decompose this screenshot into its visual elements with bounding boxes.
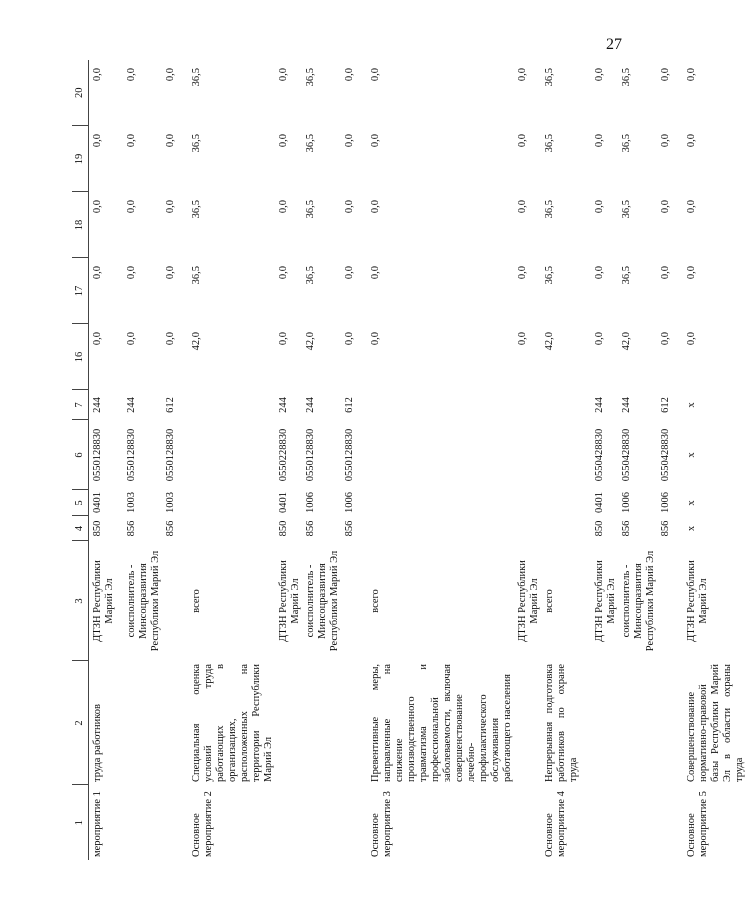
value-cell: 0,0: [92, 200, 103, 214]
section-cell: 0401: [92, 492, 103, 513]
grbs-cell: 850: [593, 520, 605, 537]
value-cell: 0,0: [685, 266, 697, 280]
target-article-cell: 0550128830: [343, 428, 355, 482]
value-cell: 0,0: [369, 266, 381, 280]
description-cell: [514, 661, 541, 785]
expense-type-cell: 612: [659, 397, 671, 413]
activity-cell: Основное мероприятие 5: [685, 791, 709, 857]
header-cell: 19: [72, 126, 89, 192]
value-cell: 36,5: [543, 134, 555, 153]
target-article-cell: 0550228830: [277, 428, 289, 482]
value-cell: 36,5: [620, 68, 632, 87]
section-cell: [367, 490, 514, 516]
value-cell: 0,0: [343, 332, 355, 346]
executor-cell: ДТЗН Республики Марий Эл: [685, 560, 709, 642]
table-body: [89, 60, 746, 860]
value-cell: 36,5: [304, 134, 316, 153]
value-cell: 0,0: [92, 68, 103, 82]
table-row: [367, 60, 514, 860]
budget-table: [72, 60, 746, 860]
header-cell: 18: [72, 192, 89, 258]
expense-type-cell: 612: [343, 397, 355, 413]
value-cell: 36,5: [543, 68, 555, 87]
expense-type-cell: 244: [593, 397, 605, 413]
value-cell: 42,0: [190, 332, 202, 351]
value-cell: 0,0: [685, 200, 697, 214]
table-row: [89, 60, 123, 860]
grbs-cell: [514, 516, 541, 541]
header-cell: 20: [72, 60, 89, 126]
header-row: [72, 60, 89, 860]
expense-type-cell: x: [685, 402, 697, 408]
value-cell: 0,0: [516, 68, 528, 82]
description-cell: Специальная оценка условий труда работающих в организациях, расположенных на территории Республики Марий Эл: [190, 664, 274, 782]
section-cell: x: [685, 500, 697, 506]
target-article-cell: 0550428830: [593, 428, 605, 482]
header-cell: 7: [72, 390, 89, 420]
value-cell: 0,0: [593, 332, 605, 346]
value-cell: 36,5: [190, 68, 202, 87]
table-row: [541, 60, 591, 860]
value-cell: 0,0: [659, 266, 671, 280]
header-cell: 2: [72, 661, 89, 785]
value-cell: 0,0: [593, 266, 605, 280]
expense-type-cell: 244: [277, 397, 289, 413]
description-cell: [162, 661, 188, 785]
value-cell: 0,0: [125, 68, 137, 82]
description-cell: труда работников: [92, 703, 103, 782]
value-cell: 36,5: [304, 266, 316, 285]
value-cell: 0,0: [343, 200, 355, 214]
value-cell: 0,0: [164, 266, 176, 280]
target-article-cell: 0550128830: [125, 428, 137, 482]
executor-cell: соисполнитель - Минсоцразвития Республики Марий Эл: [620, 550, 656, 652]
activity-cell: Основное мероприятие 4: [543, 791, 567, 857]
value-cell: 0,0: [343, 134, 355, 148]
grbs-cell: [367, 516, 514, 541]
table-row: [302, 60, 341, 860]
section-cell: 1006: [343, 492, 355, 513]
activity-cell: мероприятие 1: [92, 791, 103, 857]
value-cell: 36,5: [543, 266, 555, 285]
value-cell: 0,0: [164, 332, 176, 346]
activity-cell: [341, 785, 367, 860]
table-row: [657, 60, 683, 860]
value-cell: 0,0: [92, 266, 103, 280]
description-cell: [591, 661, 618, 785]
section-cell: 0401: [593, 492, 605, 513]
value-cell: 0,0: [92, 134, 103, 148]
value-cell: 0,0: [369, 134, 381, 148]
target-article-cell: 0550128830: [304, 428, 316, 482]
activity-cell: Основное мероприятие 3: [369, 791, 393, 857]
value-cell: 0,0: [125, 266, 137, 280]
value-cell: 0,0: [343, 266, 355, 280]
table-row: [618, 60, 657, 860]
executor-cell: ДТЗН Республики Марий Эл: [593, 560, 617, 642]
description-cell: Непрерывная подготовка работников по охране труда: [543, 664, 579, 782]
table-row: [683, 60, 746, 860]
value-cell: 0,0: [125, 134, 137, 148]
table-row: [275, 60, 302, 860]
table-row: [591, 60, 618, 860]
table-row: [162, 60, 188, 860]
value-cell: 0,0: [685, 68, 697, 82]
value-cell: 0,0: [164, 200, 176, 214]
executor-cell: [162, 541, 188, 661]
target-article-cell: [541, 420, 591, 490]
grbs-cell: [188, 516, 275, 541]
header-cell: 17: [72, 258, 89, 324]
header-cell: 6: [72, 420, 89, 490]
value-cell: 0,0: [164, 134, 176, 148]
expense-type-cell: [188, 390, 275, 420]
executor-cell: всего: [543, 589, 555, 613]
value-cell: 0,0: [516, 200, 528, 214]
activity-cell: [123, 785, 162, 860]
value-cell: 42,0: [620, 332, 632, 351]
executor-cell: ДТЗН Республики Марий Эл: [92, 560, 115, 642]
header-cell: 1: [72, 785, 89, 860]
expense-type-cell: [367, 390, 514, 420]
grbs-cell: 856: [164, 520, 176, 537]
grbs-cell: 856: [343, 520, 355, 537]
table-row: [123, 60, 162, 860]
expense-type-cell: [514, 390, 541, 420]
activity-cell: [618, 785, 657, 860]
executor-cell: всего: [190, 589, 202, 613]
value-cell: 36,5: [304, 68, 316, 87]
section-cell: 1006: [659, 492, 671, 513]
target-article-cell: 0550428830: [620, 428, 632, 482]
value-cell: 36,5: [620, 266, 632, 285]
activity-cell: Основное мероприятие 2: [190, 791, 214, 857]
value-cell: 36,5: [190, 134, 202, 153]
section-cell: 1003: [125, 492, 137, 513]
header-cell: 16: [72, 324, 89, 390]
target-article-cell: 0550428830: [659, 428, 671, 482]
grbs-cell: [541, 516, 591, 541]
value-cell: 0,0: [685, 332, 697, 346]
activity-cell: [657, 785, 683, 860]
section-cell: 1003: [164, 492, 176, 513]
value-cell: 0,0: [685, 134, 697, 148]
value-cell: 36,5: [620, 200, 632, 219]
rotated-table-frame: [72, 60, 745, 860]
value-cell: 36,5: [304, 200, 316, 219]
value-cell: 0,0: [659, 68, 671, 82]
value-cell: 0,0: [593, 68, 605, 82]
activity-cell: [162, 785, 188, 860]
grbs-cell: 856: [125, 520, 137, 537]
expense-type-cell: 244: [125, 397, 137, 413]
value-cell: 42,0: [543, 332, 555, 351]
section-cell: 0401: [277, 492, 289, 513]
expense-type-cell: [541, 390, 591, 420]
activity-cell: [514, 785, 541, 860]
grbs-cell: 856: [659, 520, 671, 537]
activity-cell: [591, 785, 618, 860]
table-row: [341, 60, 367, 860]
value-cell: 0,0: [164, 68, 176, 82]
grbs-cell: 856: [620, 520, 632, 537]
description-cell: [618, 661, 657, 785]
section-cell: [188, 490, 275, 516]
header-cell: 4: [72, 516, 89, 541]
expense-type-cell: 244: [620, 397, 632, 413]
header-cell: 5: [72, 490, 89, 516]
description-cell: [302, 661, 341, 785]
value-cell: 0,0: [343, 68, 355, 82]
value-cell: 36,5: [543, 200, 555, 219]
table-row: [514, 60, 541, 860]
target-article-cell: x: [685, 452, 697, 458]
executor-cell: ДТЗН Республики Марий Эл: [516, 560, 540, 642]
value-cell: 0,0: [659, 134, 671, 148]
value-cell: 0,0: [516, 266, 528, 280]
description-cell: [657, 661, 683, 785]
value-cell: 0,0: [593, 134, 605, 148]
value-cell: 0,0: [659, 200, 671, 214]
activity-cell: [302, 785, 341, 860]
value-cell: 0,0: [516, 134, 528, 148]
target-article-cell: [514, 420, 541, 490]
executor-cell: [657, 541, 683, 661]
value-cell: 42,0: [304, 332, 316, 351]
target-article-cell: [188, 420, 275, 490]
executor-cell: всего: [369, 589, 381, 613]
value-cell: 0,0: [369, 200, 381, 214]
value-cell: 0,0: [659, 332, 671, 346]
target-article-cell: 0550128830: [92, 428, 103, 482]
expense-type-cell: 612: [164, 397, 176, 413]
executor-cell: соисполнитель - Минсоцразвития Республики Марий Эл: [125, 550, 161, 652]
header-cell: 3: [72, 541, 89, 661]
description-cell: [275, 661, 302, 785]
grbs-cell: 856: [304, 520, 316, 537]
value-cell: 0,0: [277, 266, 289, 280]
section-cell: 1006: [620, 492, 632, 513]
value-cell: 0,0: [277, 68, 289, 82]
activity-cell: [275, 785, 302, 860]
grbs-cell: 850: [277, 520, 289, 537]
value-cell: 36,5: [620, 134, 632, 153]
value-cell: 0,0: [92, 332, 103, 346]
value-cell: 0,0: [593, 200, 605, 214]
value-cell: 36,5: [190, 200, 202, 219]
grbs-cell: x: [685, 525, 697, 532]
value-cell: 0,0: [277, 134, 289, 148]
table-row: [188, 60, 275, 860]
value-cell: 0,0: [369, 68, 381, 82]
grbs-cell: 850: [92, 520, 103, 537]
page-number: 27: [606, 36, 622, 53]
description-cell: [123, 661, 162, 785]
executor-cell: соисполнитель - Минсоцразвития Республики Марий Эл: [304, 550, 340, 652]
expense-type-cell: 244: [304, 397, 316, 413]
value-cell: 0,0: [516, 332, 528, 346]
value-cell: 0,0: [369, 332, 381, 346]
expense-type-cell: 244: [92, 397, 103, 413]
value-cell: 0,0: [277, 200, 289, 214]
executor-cell: [341, 541, 367, 661]
executor-cell: ДТЗН Республики Марий Эл: [277, 560, 301, 642]
description-cell: Превентивные меры, направленные на снижение производственного травматизма и профессиональной заболеваемости, включая совершенствование лечебно-профилактического обслуживания работающего населения: [369, 664, 513, 782]
value-cell: 0,0: [125, 200, 137, 214]
section-cell: 1006: [304, 492, 316, 513]
target-article-cell: [367, 420, 514, 490]
value-cell: 0,0: [125, 332, 137, 346]
section-cell: [514, 490, 541, 516]
value-cell: 36,5: [190, 266, 202, 285]
description-cell: Совершенствование нормативно-правовой базы Республики Марий Эл в области охраны труда: [685, 664, 745, 782]
value-cell: 0,0: [277, 332, 289, 346]
section-cell: [541, 490, 591, 516]
description-cell: [341, 661, 367, 785]
target-article-cell: 0550128830: [164, 428, 176, 482]
